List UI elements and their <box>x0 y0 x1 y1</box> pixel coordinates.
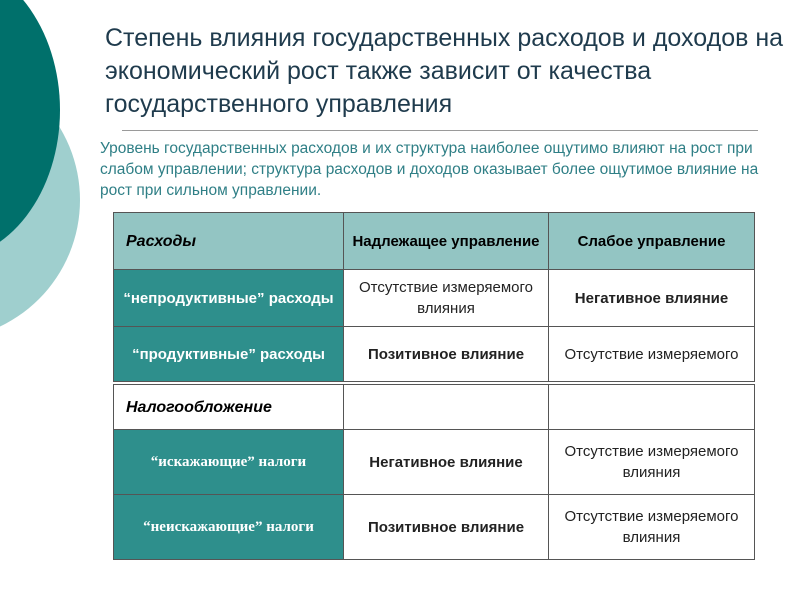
expenditures-table <box>113 212 755 382</box>
row-label-distorting-taxes: “искажающие” налоги <box>114 430 344 495</box>
cell-value-positive: Позитивное влияние <box>344 327 549 382</box>
cell-value: Отсутствие измеряемого <box>549 327 755 382</box>
cell-value: Отсутствие измеряемого влияния <box>549 430 755 495</box>
cell-value: Отсутствие измеряемого влияния <box>549 495 755 560</box>
cell-value: Отсутствие измеряемого влияния <box>344 270 549 327</box>
header-good-governance: Надлежащее управление <box>344 213 549 270</box>
table-row <box>114 495 755 560</box>
cell-value-negative: Негативное влияние <box>549 270 755 327</box>
header-empty-cell <box>549 385 755 430</box>
table-row <box>114 327 755 382</box>
cell-value-negative: Негативное влияние <box>344 430 549 495</box>
row-label-non-distorting-taxes: “неискажающие” налоги <box>114 495 344 560</box>
slide-subtitle: Уровень государственных расходов и их структура наиболее ощутимо влияют на рост при слабом управлении; структура расходов и доходов оказывает более ощутимое влияние на рост при сильном управлении. <box>100 140 759 199</box>
cell-value-positive: Позитивное влияние <box>344 495 549 560</box>
table-header-row <box>114 385 755 430</box>
decorative-circles <box>0 0 120 600</box>
slide-title: Степень влияния государственных расходов и доходов на экономический рост также зависит от качества государственного управления <box>105 24 784 118</box>
row-label-productive-expenditures: “продуктивные” расходы <box>114 327 344 382</box>
header-weak-governance: Слабое управление <box>549 213 755 270</box>
table-row <box>114 270 755 327</box>
header-empty-cell <box>344 385 549 430</box>
row-label-unproductive-expenditures: “непродуктивные” расходы <box>114 270 344 327</box>
taxation-table <box>113 384 755 560</box>
header-expenditures: Расходы <box>114 213 344 270</box>
header-taxation: Налогообложение <box>114 385 344 430</box>
table-row <box>114 430 755 495</box>
title-divider <box>122 130 758 131</box>
table-header-row <box>114 213 755 270</box>
